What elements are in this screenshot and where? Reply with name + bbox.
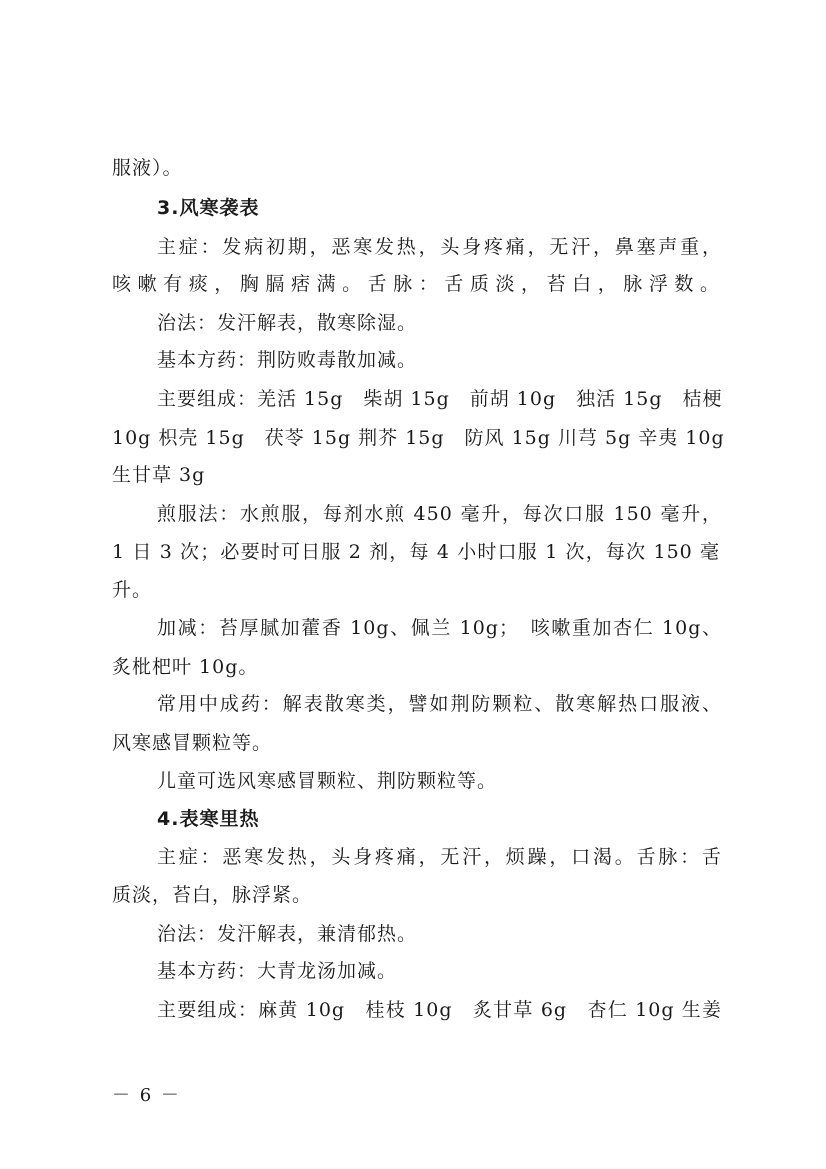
text-line: 10g 枳壳 15g 茯苓 15g 荆芥 15g 防风 15g 川芎 5g 辛夷 10g	[112, 427, 725, 449]
section-heading-exterior-cold-interior-heat: 4.表寒里热	[157, 808, 260, 830]
text-line: 升。	[112, 579, 153, 601]
text-line: 基本方药：荆防败毒散加减。	[157, 349, 418, 371]
text-line: 加减：苔厚腻加藿香 10g、佩兰 10g； 咳嗽重加杏仁 10g、	[157, 617, 722, 639]
text-line: 儿童可选风寒感冒颗粒、荆防颗粒等。	[157, 770, 498, 792]
text-line: 生甘草 3g	[112, 464, 206, 486]
text-line: 服液）。	[112, 157, 183, 179]
text-line: 主要组成：麻黄 10g 桂枝 10g 炙甘草 6g 杏仁 10g 生姜	[157, 999, 722, 1021]
text-line: 质淡，苔白，脉浮紧。	[112, 884, 313, 906]
section-heading-wind-cold: 3.风寒袭表	[157, 197, 260, 219]
page-number: － 6 －	[112, 1085, 181, 1106]
text-line: 主要组成：羌活 15g 柴胡 15g 前胡 10g 独活 15g 桔梗	[157, 388, 723, 410]
text-line: 主症：恶寒发热，头身疼痛，无汗，烦躁，口渴。舌脉：舌	[157, 846, 722, 868]
text-line: 治法：发汗解表，兼清郁热。	[157, 923, 418, 945]
text-line: 1 日 3 次；必要时可日服 2 剂，每 4 小时口服 1 次，每次 150 毫	[112, 541, 720, 563]
text-line: 煎服法：水煎服，每剂水煎 450 毫升，每次口服 150 毫升，	[157, 503, 722, 525]
text-line: 常用中成药：解表散寒类，譬如荆防颗粒、散寒解热口服液、	[157, 693, 722, 715]
text-line: 咳嗽有痰，胸膈痞满。舌脉：舌质淡，苔白，脉浮数。	[112, 273, 720, 295]
text-line: 治法：发汗解表，散寒除湿。	[157, 312, 418, 334]
text-line: 主症：发病初期，恶寒发热，头身疼痛，无汗，鼻塞声重，	[157, 236, 722, 258]
text-line: 基本方药：大青龙汤加减。	[157, 960, 398, 982]
text-line: 炙枇杷叶 10g。	[112, 656, 259, 678]
text-line: 风寒感冒颗粒等。	[112, 732, 273, 754]
